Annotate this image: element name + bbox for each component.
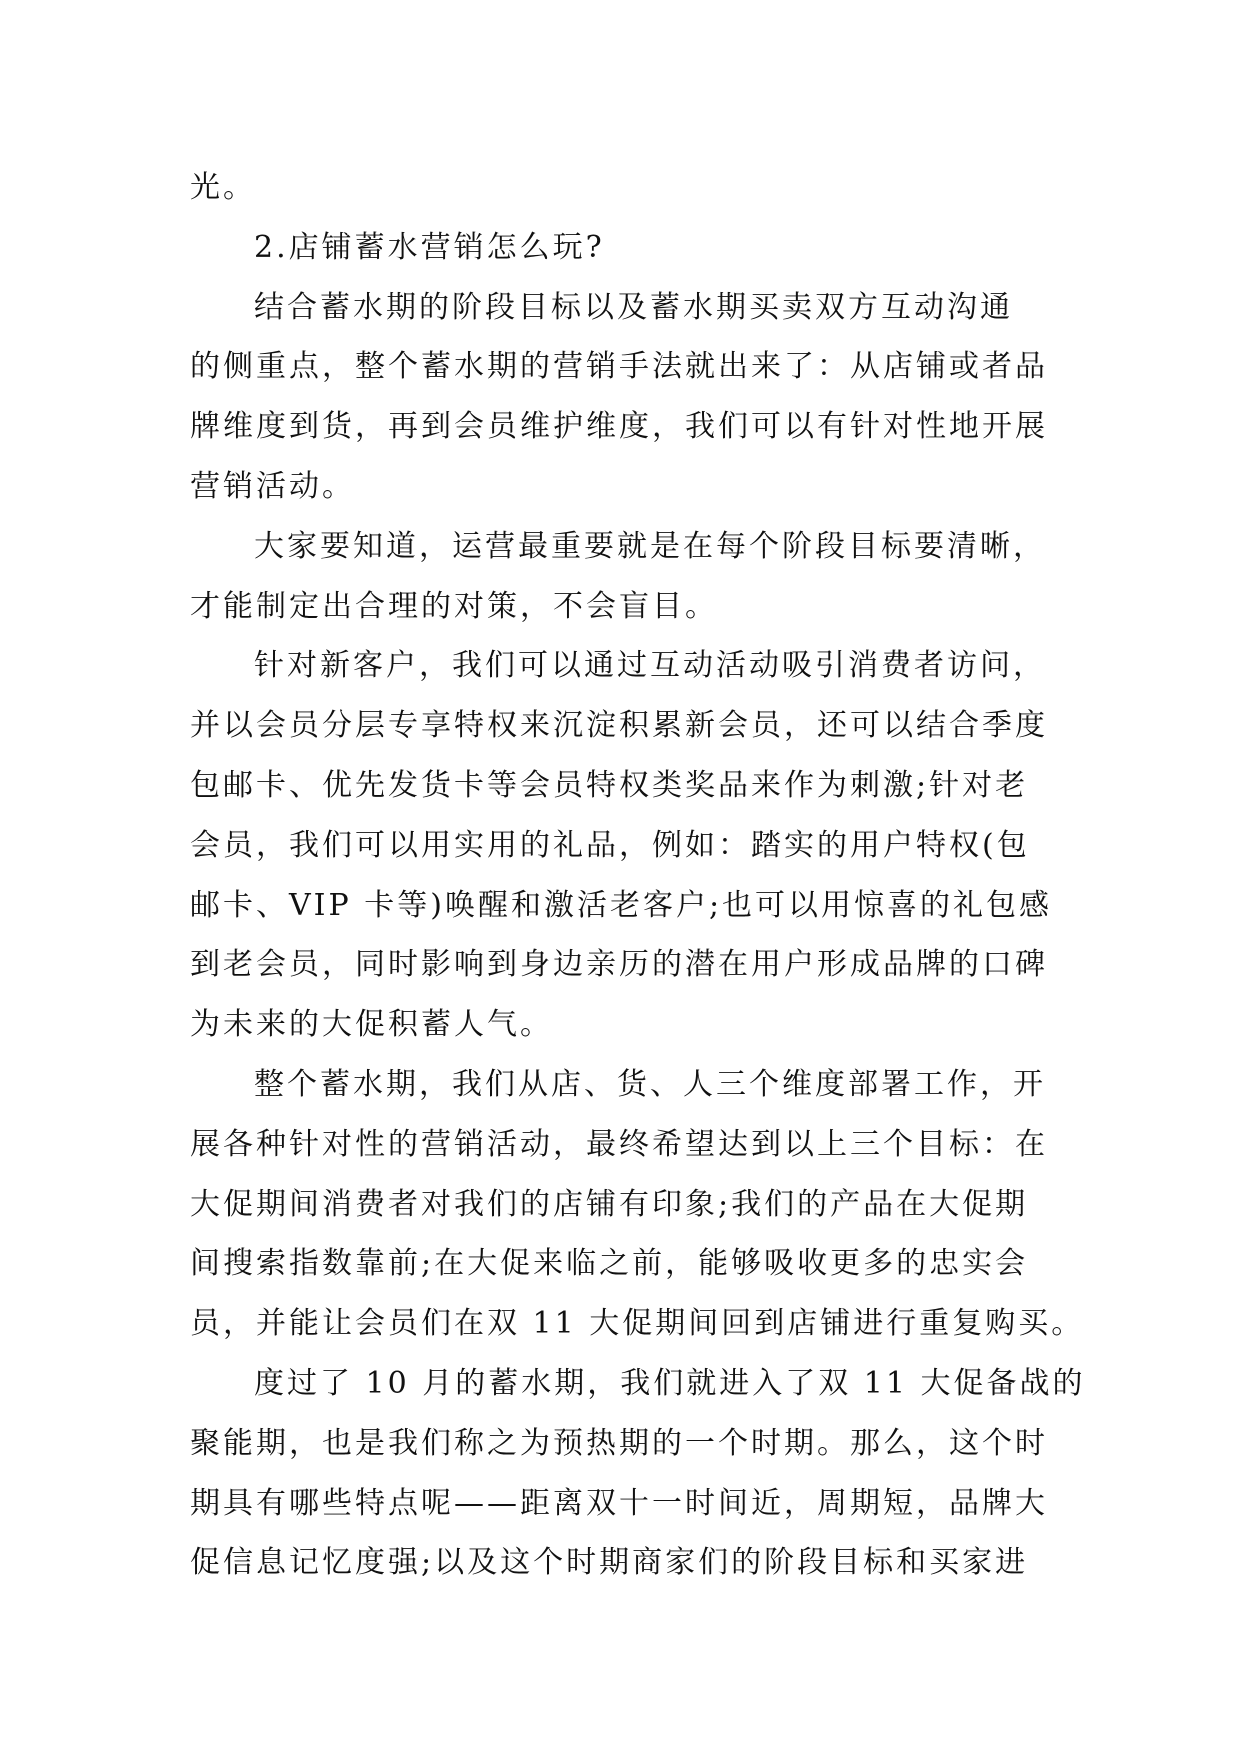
paragraph-line: 大促期间消费者对我们的店铺有印象;我们的产品在大促期 <box>190 1186 1029 1222</box>
paragraph-line: 的侧重点，整个蓄水期的营销手法就出来了：从店铺或者品 <box>190 349 1048 385</box>
paragraph-line: 并以会员分层专享特权来沉淀积累新会员，还可以结合季度 <box>190 708 1048 744</box>
paragraph-line: 度过了 10 月的蓄水期，我们就进入了双 11 大促备战的 <box>254 1365 1086 1401</box>
paragraph-line: 营销活动。 <box>190 468 355 504</box>
paragraph-line: 才能制定出合理的对策，不会盲目。 <box>190 588 718 624</box>
paragraph-line: 会员，我们可以用实用的礼品，例如：踏实的用户特权(包 <box>190 827 1030 863</box>
paragraph-line: 包邮卡、优先发货卡等会员特权类奖品来作为刺激;针对老 <box>190 767 1029 803</box>
paragraph-line: 促信息记忆度强;以及这个时期商家们的阶段目标和买家进 <box>190 1545 1029 1581</box>
paragraph-line: 期具有哪些特点呢——距离双十一时间近，周期短，品牌大 <box>190 1485 1048 1521</box>
paragraph-line: 大家要知道，运营最重要就是在每个阶段目标要清晰， <box>254 528 1046 564</box>
paragraph-line: 间搜索指数靠前;在大促来临之前，能够吸收更多的忠实会 <box>190 1246 1029 1282</box>
document-body <box>190 158 1086 1593</box>
paragraph-line: 员，并能让会员们在双 11 大促期间回到店铺进行重复购买。 <box>190 1306 1085 1342</box>
paragraph-line: 针对新客户，我们可以通过互动活动吸引消费者访问， <box>254 648 1046 684</box>
paragraph-line: 到老会员，同时影响到身边亲历的潜在用户形成品牌的口碑 <box>190 947 1048 983</box>
paragraph-line: 结合蓄水期的阶段目标以及蓄水期买卖双方互动沟通 <box>254 289 1013 325</box>
text-line: 光。 <box>190 170 256 205</box>
paragraph-line: 为未来的大促积蓄人气。 <box>190 1007 553 1043</box>
paragraph-line: 牌维度到货，再到会员维护维度，我们可以有针对性地开展 <box>190 409 1048 445</box>
paragraph-line: 整个蓄水期，我们从店、货、人三个维度部署工作，开 <box>254 1066 1046 1102</box>
paragraph-line: 聚能期，也是我们称之为预热期的一个时期。那么，这个时 <box>190 1425 1048 1461</box>
paragraph-line: 邮卡、VIP 卡等)唤醒和激活老客户;也可以用惊喜的礼包感 <box>190 887 1053 923</box>
section-heading: 2.店铺蓄水营销怎么玩? <box>254 229 605 265</box>
paragraph-line: 展各种针对性的营销活动，最终希望达到以上三个目标：在 <box>190 1126 1048 1162</box>
